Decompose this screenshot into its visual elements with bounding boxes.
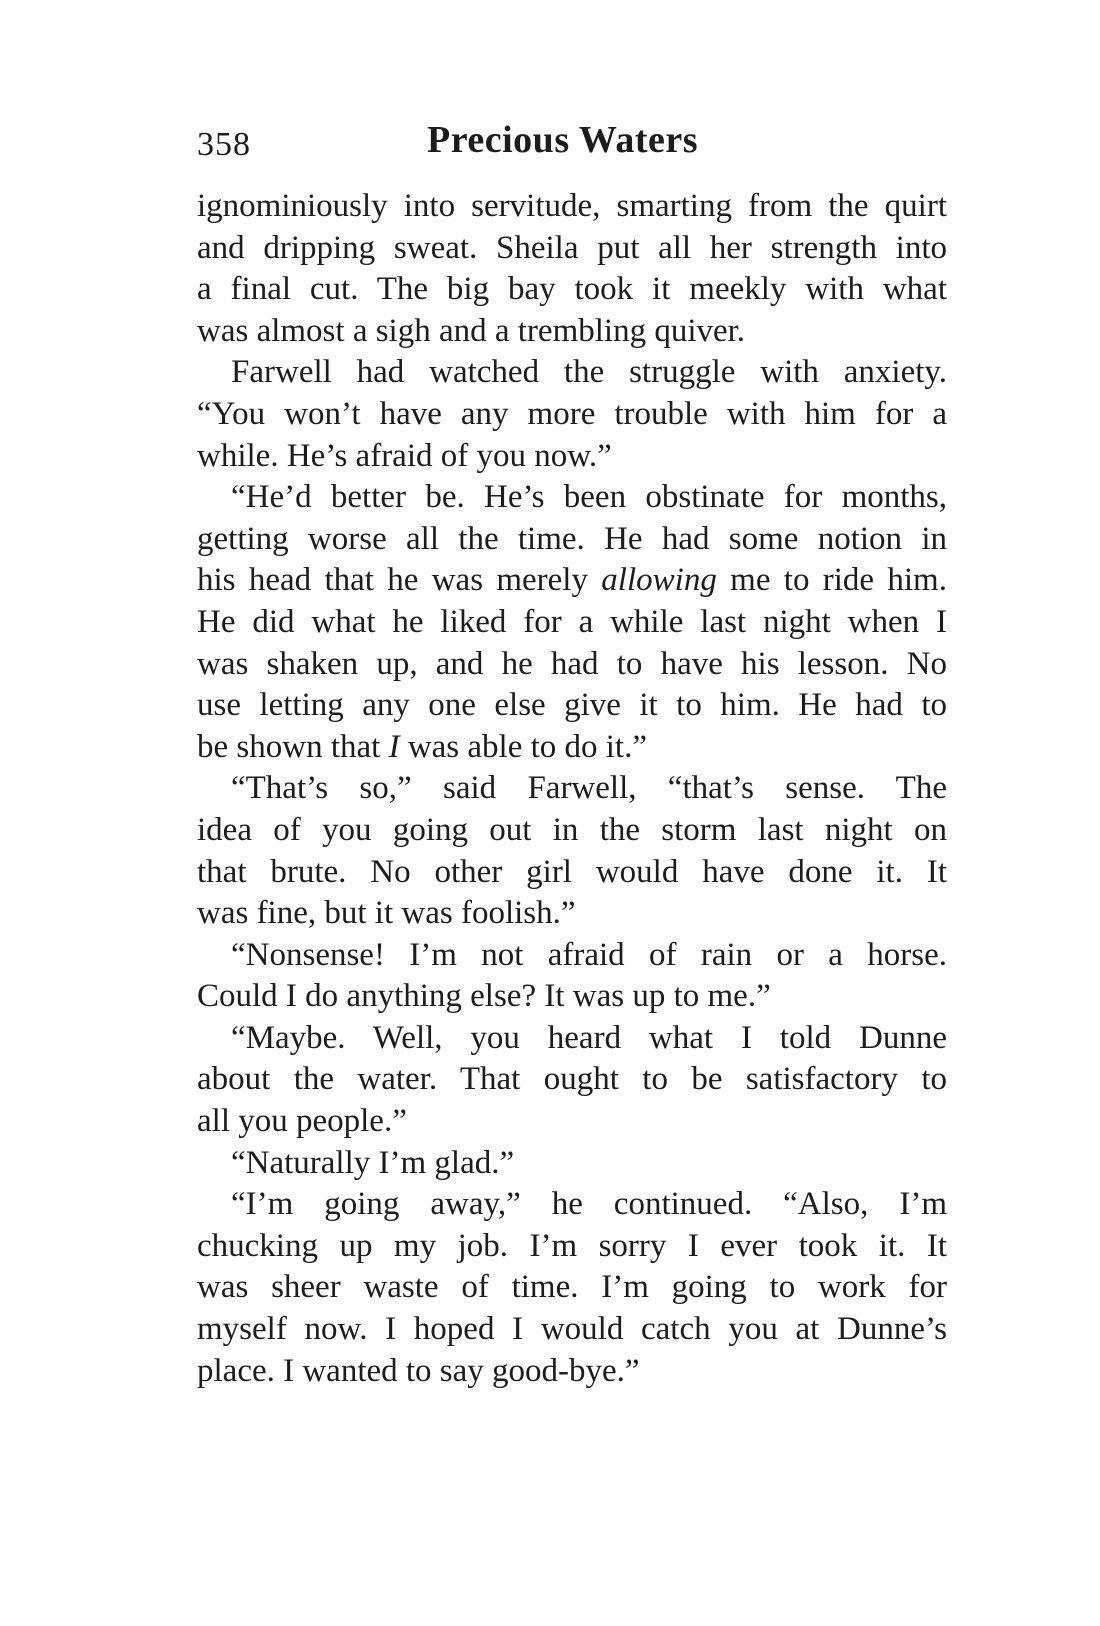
text-line: use letting any one else give it to him. He had to [197, 687, 947, 724]
page-header [197, 118, 957, 170]
text-line: “Naturally I’m glad.” [231, 1144, 515, 1181]
text-line: “I’m going away,” he continued. “Also, I’m [231, 1186, 947, 1223]
text-line: was sheer waste of time. I’m going to work for [197, 1269, 947, 1306]
text-line: while. He’s afraid of you now.” [197, 437, 612, 474]
text-line: was shaken up, and he had to have his lesson. No [197, 645, 947, 682]
body-text [197, 186, 947, 1392]
text-line: a final cut. The big bay took it meekly with what [197, 271, 947, 308]
text-line: idea of you going out in the storm last night on [197, 811, 947, 848]
text-line: place. I wanted to say good-bye.” [197, 1352, 640, 1389]
text-line: “That’s so,” said Farwell, “that’s sense. The [231, 770, 947, 807]
text-line: “Nonsense! I’m not afraid of rain or a horse. [231, 936, 947, 973]
text-line: getting worse all the time. He had some notion in [197, 520, 947, 557]
italic-word: I [388, 728, 400, 765]
text-line: and dripping sweat. Sheila put all her strength into [197, 229, 947, 266]
text-line: was almost a sigh and a trembling quiver. [197, 312, 746, 349]
text-line: “You won’t have any more trouble with him for a [197, 395, 947, 432]
text-line: his head that he was merely allowing me to ride him. [197, 562, 947, 599]
text-line: about the water. That ought to be satisfactory to [197, 1061, 947, 1098]
text-line: He did what he liked for a while last night when I [197, 603, 947, 640]
text-line: was fine, but it was foolish.” [197, 895, 576, 932]
text-line: that brute. No other girl would have done it. It [197, 853, 947, 890]
text-line: Could I do anything else? It was up to me.” [197, 978, 771, 1015]
text-line: myself now. I hoped I would catch you at Dunne’s [197, 1311, 947, 1348]
text-line: chucking up my job. I’m sorry I ever took it. It [197, 1227, 947, 1264]
text-line: be shown that I was able to do it.” [197, 728, 647, 765]
running-title: Precious Waters [427, 119, 698, 161]
text-line: “He’d better be. He’s been obstinate for months, [231, 479, 947, 516]
text-line: Farwell had watched the struggle with anxiety. [231, 354, 947, 391]
page-number: 358 [197, 126, 251, 163]
text-line: all you people.” [197, 1103, 407, 1140]
text-line: “Maybe. Well, you heard what I told Dunne [231, 1019, 947, 1056]
text-line: ignominiously into servitude, smarting from the quirt [197, 188, 947, 224]
italic-word: allowing [601, 562, 717, 599]
